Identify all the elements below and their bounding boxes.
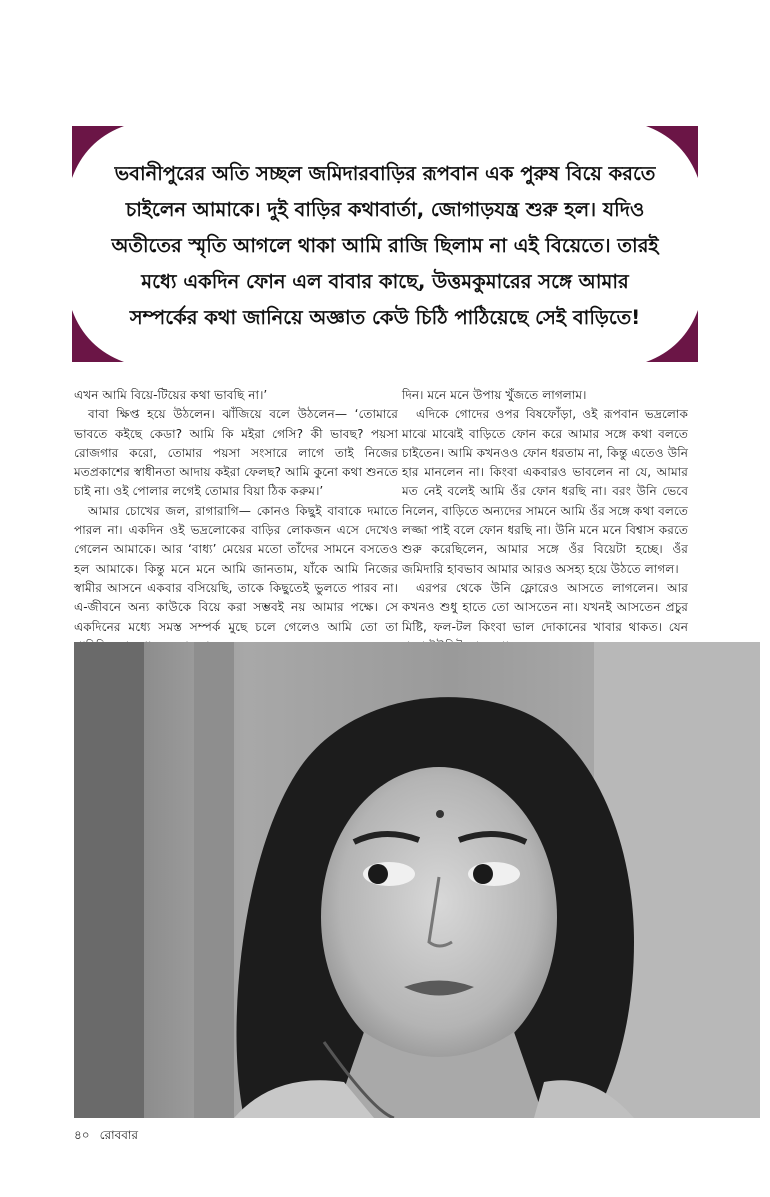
article-body [74,386,688,634]
portrait-photo [74,642,760,1118]
paragraph: দিন। মনে মনে উপায় খুঁজতে লাগলাম। [402,388,587,402]
page-footer [74,1127,138,1147]
pull-quote-line: অতীতের স্মৃতি আগলে থাকা আমি রাজি ছিলাম না এই বিয়েতে। তারই [111,234,659,257]
article-column-right [402,386,688,634]
page-number: ৪০ [74,1128,90,1142]
paragraph: বাবা ক্ষিপ্ত হয়ে উঠলেন। ঝাঁজিয়ে বলে উঠলেন— ‘তোমারে ভাবতে কইছে কেডা? আমি কি মইরা গেসি? কী ভাবছ? পয়সা রোজগার করো, তোমার পয়সা সংসারে লাগে তাই নিজের মতপ্রকাশের স্বাধীনতা আদায় কইরা ফেলছ? আমি কুনো কথা শুনতে চাই না। ওই পোলার লগেই তোমার বিয়া ঠিক করুম।’ [74,407,398,499]
pull-quote [72,126,698,362]
pull-quote-line: সম্পর্কের কথা জানিয়ে অজ্ঞাত কেউ চিঠি পাঠিয়েছে সেই বাড়িতে! [129,306,641,329]
paragraph: এরপর থেকে উনি ফ্লোরেও আসতে লাগলেন। আর কখনও শুধু হাতে তো আসতেন না। যখনই আসতেন প্রচুর মিষ্টি, ফল-টল কিংবা ভাল দোকানের খাবার থাকত। যেন [402,580,688,634]
paragraph: আমার চোখের জল, রাগারাগি— কোনও কিছুই বাবাকে দমাতে পারল না। একদিন ওই ভদ্রলোকের বাড়ির লোকজন এসে দেখেও গেলেন আমাকে। আর ‘বাধ্য’ মেয়ের মতো তাঁদের সামনে বসতেও হল আমাকে। কিন্তু মনে মনে আমি জানতাম, যাঁকে আমি নিজের স্বামীর আসনে একবার বসিয়েছি, তাকে কিছুতেই ভুলতে পারব না। এ-জীবনে অন্য কাউকে বিয়ে করা সম্ভবই নয় আমার পক্ষে। সে একদিনের মধ্যে সমস্ত সম্পর্ক মুছে চলে গেলেও আমি তো তা [74,503,398,634]
pull-quote-text [94,156,676,336]
pull-quote-line: চাইলেন আমাকে। দুই বাড়ির কথাবার্তা, জোগাড়যন্ত্র শুরু হল। যদিও [125,198,645,221]
paragraph: এদিকে গোদের ওপর বিষফোঁড়া, ওই রূপবান ভদ্রলোক মাঝে মাঝেই বাড়িতে ফোন করে আমার সঙ্গে কথা বলতে চাইতেন। আমি কখনওও ফোন ধরতাম না, কিন্তু এতেও উনি হার মানলেন না। কিংবা একবারও ভাবলেন না যে, আমার মত নেই বলেই আমি ওঁর ফোন ধরছি না। বরং উনি ভেবে নিলেন, বাড়িতে অন্যদের সামনে আমি ওঁর সঙ্গে কথা বলতে লজ্জা পাই বলে ফোন ধরছি না। উনি মনে মনে বিশ্বাস করতে শুরু করেছিলেন, আমার সঙ্গে ওঁর বিয়েটা হচ্ছে। ওঁর জমিদারি হাবভাব আমার আরও অসহ্য হয়ে উঠতে লাগল। [402,407,688,576]
article-column-left [74,386,398,634]
magazine-name: রোববার [99,1128,138,1142]
pull-quote-line: মধ্যে একদিন ফোন এল বাবার কাছে, উত্তমকুমারের সঙ্গে আমার [141,270,629,293]
paragraph: এখন আমি বিয়ে-টিয়ের কথা ভাবছি না।’ [74,388,268,402]
pull-quote-line: ভবানীপুরের অতি সচ্ছল জমিদারবাড়ির রূপবান এক পুরুষ বিয়ে করতে [114,162,656,185]
